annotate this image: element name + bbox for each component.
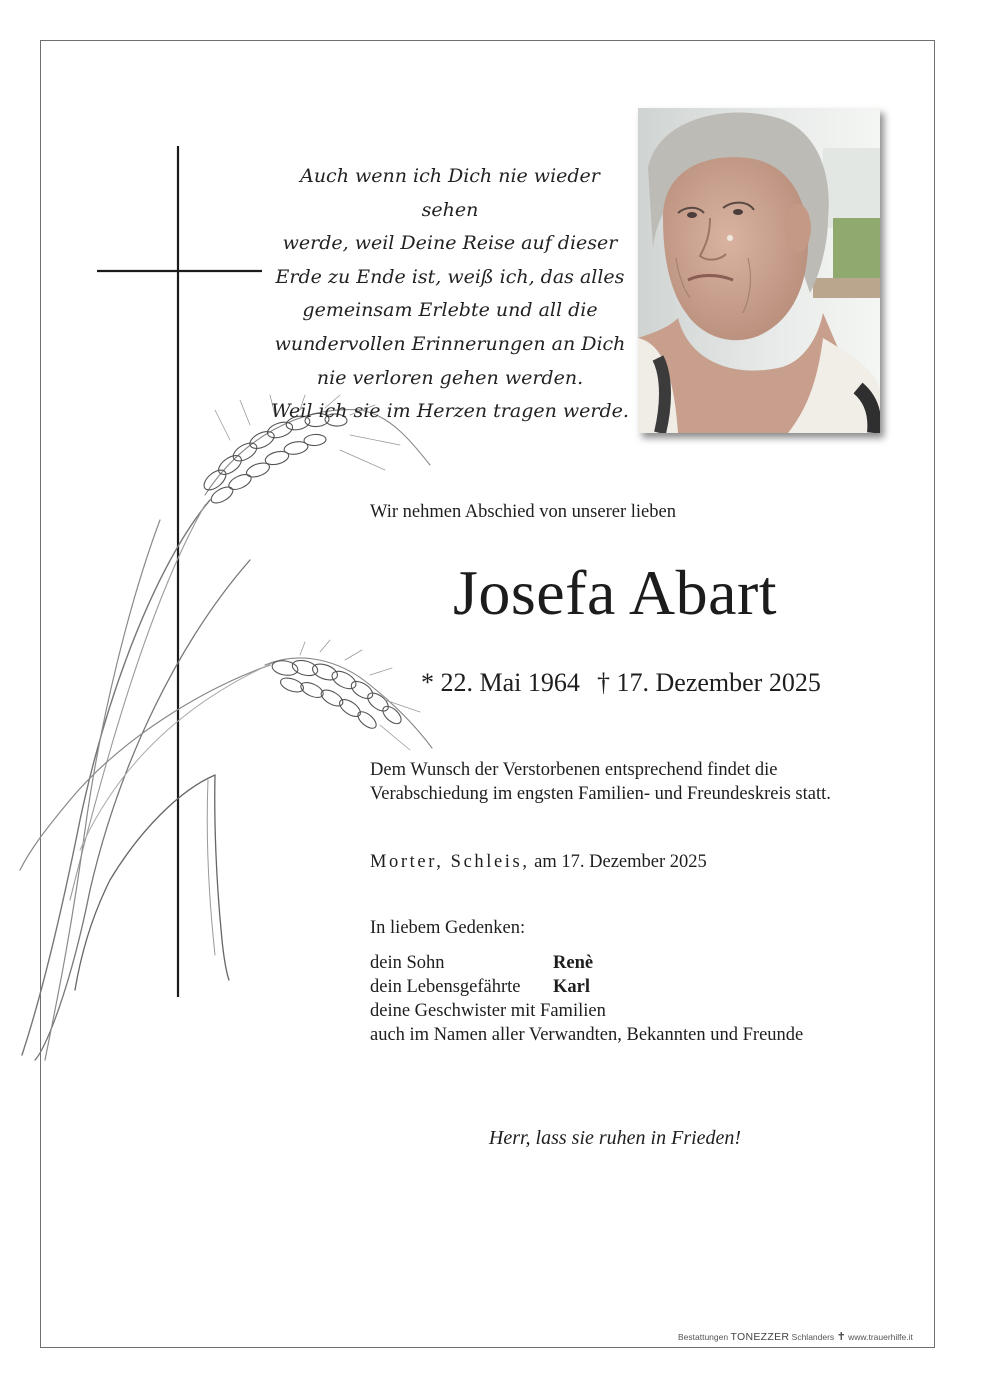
death-date: † 17. Dezember 2025 [597,668,821,697]
farewell-intro: Wir nehmen Abschied von unserer lieben [370,502,676,522]
portrait-image [638,108,880,433]
mourner-relation: dein Sohn [370,953,445,973]
footer-logo-icon: ✝ [836,1331,846,1343]
footer-city: Schlanders [791,1332,835,1342]
deceased-name: Josefa Abart [452,557,778,628]
portrait-photo [638,108,880,433]
mourner-relation: deine Geschwister mit Familien [370,1001,606,1021]
place-and-date [370,852,707,873]
mourner-name: Karl [553,977,590,997]
mourner-relation: auch im Namen aller Verwandten, Bekannten und Freunde [370,1025,804,1045]
place-date: am 17. Dezember 2025 [534,852,707,872]
cross-icon [97,146,262,997]
mourner-relation: dein Lebensgefährte [370,977,521,997]
place-location: Morter, Schleis, [370,852,530,872]
poem-verse: Auch wenn ich Dich nie wieder sehen werde, weil Deine Reise auf dieser Erde zu Ende ist, weiß ich, das alles gemeinsam Erlebte und all die wundervollen Erinnerungen an Dich nie verloren gehen werden. Weil ich sie im Herzen tragen werde. [271,165,629,423]
footer-brand: TONEZZER [730,1331,790,1343]
footer-credit [678,1330,913,1343]
memory-heading: In liebem Gedenken: [370,918,526,938]
mourner-name: Renè [553,953,594,973]
closing-prayer: Herr, lass sie ruhen in Frieden! [488,1127,742,1149]
birth-date: * 22. Mai 1964 [421,668,580,697]
footer-website: www.trauerhilfe.it [848,1332,913,1342]
funeral-notice: Dem Wunsch der Verstorbenen entsprechend findet die Verabschiedung im engsten Familien- und Freundeskreis statt. [370,760,831,804]
footer-prefix: Bestattungen [678,1332,729,1342]
